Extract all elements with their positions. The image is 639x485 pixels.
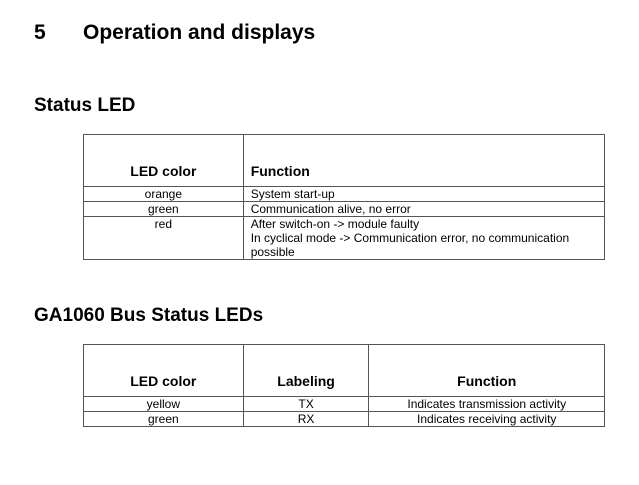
bus-status-table: [83, 344, 605, 427]
status-led-heading: Status LED: [34, 95, 136, 116]
led-color-cell: green: [84, 202, 244, 217]
chapter-number: 5: [34, 21, 46, 44]
labeling-cell: TX: [243, 397, 369, 412]
column-header-function: Function: [369, 345, 605, 397]
table-header-row: [84, 345, 605, 397]
column-header-led-color: LED color: [84, 135, 244, 187]
chapter-title: Operation and displays: [83, 21, 316, 44]
table-header-row: [84, 135, 605, 187]
column-header-function: Function: [243, 135, 604, 187]
status-led-table: [83, 134, 605, 260]
led-color-cell: green: [84, 412, 244, 427]
led-color-cell: yellow: [84, 397, 244, 412]
function-cell: [243, 217, 604, 260]
bus-status-heading: GA1060 Bus Status LEDs: [34, 305, 264, 326]
chapter-heading: [34, 20, 315, 46]
function-cell: Indicates transmission activity: [369, 397, 605, 412]
labeling-cell: RX: [243, 412, 369, 427]
led-color-cell: red: [84, 217, 244, 260]
function-line: System start-up: [250, 187, 335, 201]
function-line: Communication alive, no error: [250, 202, 411, 216]
function-cell: Indicates receiving activity: [369, 412, 605, 427]
table-row: [84, 397, 605, 412]
table-row: [84, 412, 605, 427]
led-color-cell: orange: [84, 187, 244, 202]
function-cell: [243, 187, 604, 202]
column-header-led-color: LED color: [84, 345, 244, 397]
table-row: [84, 187, 605, 202]
function-line: In cyclical mode -> Communication error, no communication possible: [250, 231, 570, 259]
function-line: After switch-on -> module faulty: [250, 217, 420, 231]
table-row: [84, 202, 605, 217]
table-row: [84, 217, 605, 260]
column-header-labeling: Labeling: [243, 345, 369, 397]
function-cell: [243, 202, 604, 217]
